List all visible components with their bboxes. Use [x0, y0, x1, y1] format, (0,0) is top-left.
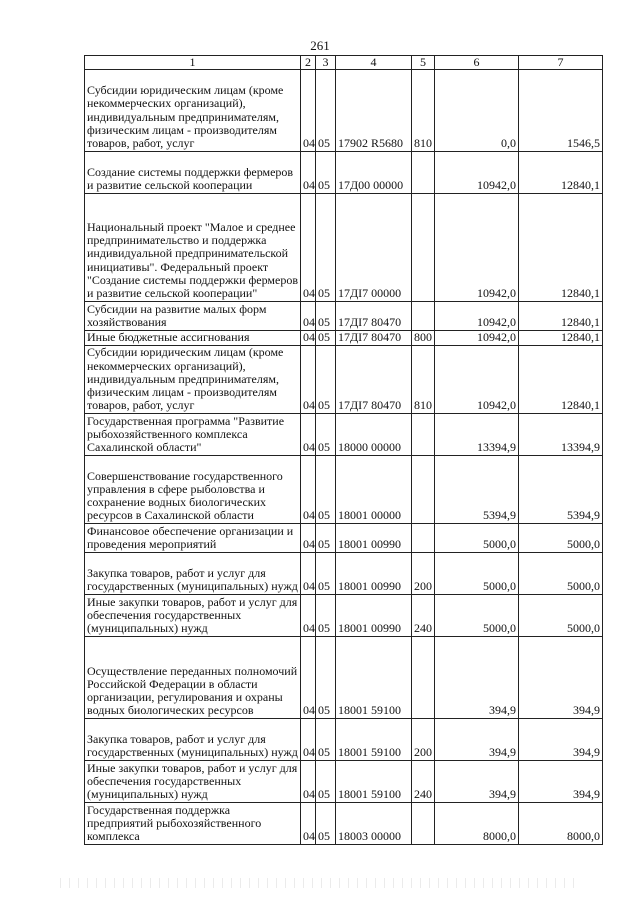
subsection-code-cell: 05	[316, 719, 336, 761]
header-row	[85, 56, 603, 70]
budget-table	[84, 55, 603, 845]
amount-col7-cell: 5000,0	[519, 595, 603, 637]
table-row	[85, 637, 603, 719]
section-code-cell: 04	[301, 194, 316, 302]
target-article-cell: 18001 59100	[336, 637, 412, 719]
section-code-cell: 04	[301, 331, 316, 346]
subsection-code-cell: 05	[316, 456, 336, 524]
row-name-cell: Национальный проект "Малое и среднее предпринимательство и поддержка индивидуальной предпринимательской инициативы". Федеральный проект "Создание системы поддержки фермеров и развитие сельской кооперации"	[85, 194, 301, 302]
table-row	[85, 456, 603, 524]
target-article-cell: 17ДI7 80470	[336, 346, 412, 414]
subsection-code-cell: 05	[316, 152, 336, 194]
amount-col6-cell: 10942,0	[435, 302, 519, 331]
target-article-cell: 18001 00990	[336, 595, 412, 637]
expense-type-cell: 200	[412, 719, 435, 761]
expense-type-cell: 810	[412, 346, 435, 414]
target-article-cell: 17Д00 00000	[336, 152, 412, 194]
row-name-cell: Закупка товаров, работ и услуг для государственных (муниципальных) нужд	[85, 719, 301, 761]
table-row	[85, 761, 603, 803]
expense-type-cell: 240	[412, 595, 435, 637]
expense-type-cell	[412, 414, 435, 456]
amount-col7-cell: 12840,1	[519, 152, 603, 194]
amount-col6-cell: 5000,0	[435, 595, 519, 637]
amount-col6-cell: 10942,0	[435, 331, 519, 346]
subsection-code-cell: 05	[316, 637, 336, 719]
expense-type-cell	[412, 194, 435, 302]
row-name-cell: Государственная поддержка предприятий рыбохозяйственного комплекса	[85, 803, 301, 845]
table-body	[85, 56, 603, 845]
table-row	[85, 194, 603, 302]
expense-type-cell: 810	[412, 70, 435, 152]
target-article-cell: 18001 59100	[336, 719, 412, 761]
table-row	[85, 803, 603, 845]
amount-col6-cell: 5000,0	[435, 524, 519, 553]
target-article-cell: 17ДI7 80470	[336, 302, 412, 331]
subsection-code-cell: 05	[316, 331, 336, 346]
amount-col6-cell: 394,9	[435, 637, 519, 719]
table-row	[85, 524, 603, 553]
row-name-cell: Субсидии юридическим лицам (кроме некоммерческих организаций), индивидуальным предпринимателям, физическим лицам - производителям товаров, работ, услуг	[85, 346, 301, 414]
section-code-cell: 04	[301, 595, 316, 637]
amount-col7-cell: 12840,1	[519, 194, 603, 302]
section-code-cell: 04	[301, 414, 316, 456]
target-article-cell: 18001 00990	[336, 524, 412, 553]
subsection-code-cell: 05	[316, 553, 336, 595]
section-code-cell: 04	[301, 761, 316, 803]
column-header: 3	[316, 56, 336, 70]
section-code-cell: 04	[301, 719, 316, 761]
page-number: 261	[310, 38, 330, 53]
amount-col6-cell: 5394,9	[435, 456, 519, 524]
column-header: 4	[336, 56, 412, 70]
amount-col6-cell: 13394,9	[435, 414, 519, 456]
row-name-cell: Субсидии юридическим лицам (кроме некоммерческих организаций), индивидуальным предпринимателям, физическим лицам - производителям товаров, работ, услуг	[85, 70, 301, 152]
subsection-code-cell: 05	[316, 302, 336, 331]
expense-type-cell	[412, 152, 435, 194]
amount-col6-cell: 10942,0	[435, 346, 519, 414]
expense-type-cell	[412, 456, 435, 524]
amount-col7-cell: 394,9	[519, 637, 603, 719]
column-header: 6	[435, 56, 519, 70]
column-header: 2	[301, 56, 316, 70]
amount-col7-cell: 5394,9	[519, 456, 603, 524]
row-name-cell: Финансовое обеспечение организации и проведения мероприятий	[85, 524, 301, 553]
expense-type-cell: 800	[412, 331, 435, 346]
expense-type-cell: 240	[412, 761, 435, 803]
subsection-code-cell: 05	[316, 595, 336, 637]
section-code-cell: 04	[301, 553, 316, 595]
section-code-cell: 04	[301, 637, 316, 719]
target-article-cell: 18001 59100	[336, 761, 412, 803]
table-row	[85, 346, 603, 414]
amount-col7-cell: 12840,1	[519, 302, 603, 331]
amount-col6-cell: 10942,0	[435, 194, 519, 302]
amount-col6-cell: 10942,0	[435, 152, 519, 194]
subsection-code-cell: 05	[316, 761, 336, 803]
row-name-cell: Создание системы поддержки фермеров и развитие сельской кооперации	[85, 152, 301, 194]
section-code-cell: 04	[301, 70, 316, 152]
table-row	[85, 595, 603, 637]
section-code-cell: 04	[301, 152, 316, 194]
amount-col7-cell: 394,9	[519, 761, 603, 803]
row-name-cell: Иные закупки товаров, работ и услуг для обеспечения государственных (муниципальных) нужд	[85, 595, 301, 637]
target-article-cell: 18003 00000	[336, 803, 412, 845]
target-article-cell: 18000 00000	[336, 414, 412, 456]
row-name-cell: Закупка товаров, работ и услуг для государственных (муниципальных) нужд	[85, 553, 301, 595]
row-name-cell: Иные бюджетные ассигнования	[85, 331, 301, 346]
row-name-cell: Государственная программа "Развитие рыбохозяйственного комплекса Сахалинской области"	[85, 414, 301, 456]
section-code-cell: 04	[301, 803, 316, 845]
subsection-code-cell: 05	[316, 524, 336, 553]
scan-noise	[60, 878, 580, 888]
target-article-cell: 18001 00990	[336, 553, 412, 595]
amount-col7-cell: 394,9	[519, 719, 603, 761]
column-header: 1	[85, 56, 301, 70]
amount-col7-cell: 5000,0	[519, 553, 603, 595]
section-code-cell: 04	[301, 456, 316, 524]
table-row	[85, 414, 603, 456]
amount-col6-cell: 8000,0	[435, 803, 519, 845]
subsection-code-cell: 05	[316, 70, 336, 152]
target-article-cell: 17ДI7 80470	[336, 331, 412, 346]
subsection-code-cell: 05	[316, 414, 336, 456]
amount-col7-cell: 5000,0	[519, 524, 603, 553]
table-row	[85, 719, 603, 761]
table-row	[85, 553, 603, 595]
section-code-cell: 04	[301, 302, 316, 331]
expense-type-cell: 200	[412, 553, 435, 595]
amount-col6-cell: 394,9	[435, 761, 519, 803]
column-header: 7	[519, 56, 603, 70]
row-name-cell: Иные закупки товаров, работ и услуг для обеспечения государственных (муниципальных) нужд	[85, 761, 301, 803]
amount-col6-cell: 0,0	[435, 70, 519, 152]
amount-col7-cell: 8000,0	[519, 803, 603, 845]
table-row	[85, 331, 603, 346]
expense-type-cell	[412, 302, 435, 331]
row-name-cell: Совершенствование государственного управления в сфере рыболовства и сохранение водных биологических ресурсов в Сахалинской области	[85, 456, 301, 524]
amount-col6-cell: 394,9	[435, 719, 519, 761]
subsection-code-cell: 05	[316, 194, 336, 302]
amount-col7-cell: 1546,5	[519, 70, 603, 152]
target-article-cell: 18001 00000	[336, 456, 412, 524]
table-row	[85, 70, 603, 152]
target-article-cell: 17902 R5680	[336, 70, 412, 152]
table-row	[85, 152, 603, 194]
expense-type-cell	[412, 803, 435, 845]
amount-col7-cell: 13394,9	[519, 414, 603, 456]
subsection-code-cell: 05	[316, 346, 336, 414]
target-article-cell: 17ДI7 00000	[336, 194, 412, 302]
amount-col6-cell: 5000,0	[435, 553, 519, 595]
table-row	[85, 302, 603, 331]
expense-type-cell	[412, 524, 435, 553]
amount-col7-cell: 12840,1	[519, 346, 603, 414]
subsection-code-cell: 05	[316, 803, 336, 845]
expense-type-cell	[412, 637, 435, 719]
section-code-cell: 04	[301, 346, 316, 414]
column-header: 5	[412, 56, 435, 70]
row-name-cell: Субсидии на развитие малых форм хозяйствования	[85, 302, 301, 331]
row-name-cell: Осуществление переданных полномочий Российской Федерации в области организации, регулирования и охраны водных биологических ресурсов	[85, 637, 301, 719]
section-code-cell: 04	[301, 524, 316, 553]
amount-col7-cell: 12840,1	[519, 331, 603, 346]
